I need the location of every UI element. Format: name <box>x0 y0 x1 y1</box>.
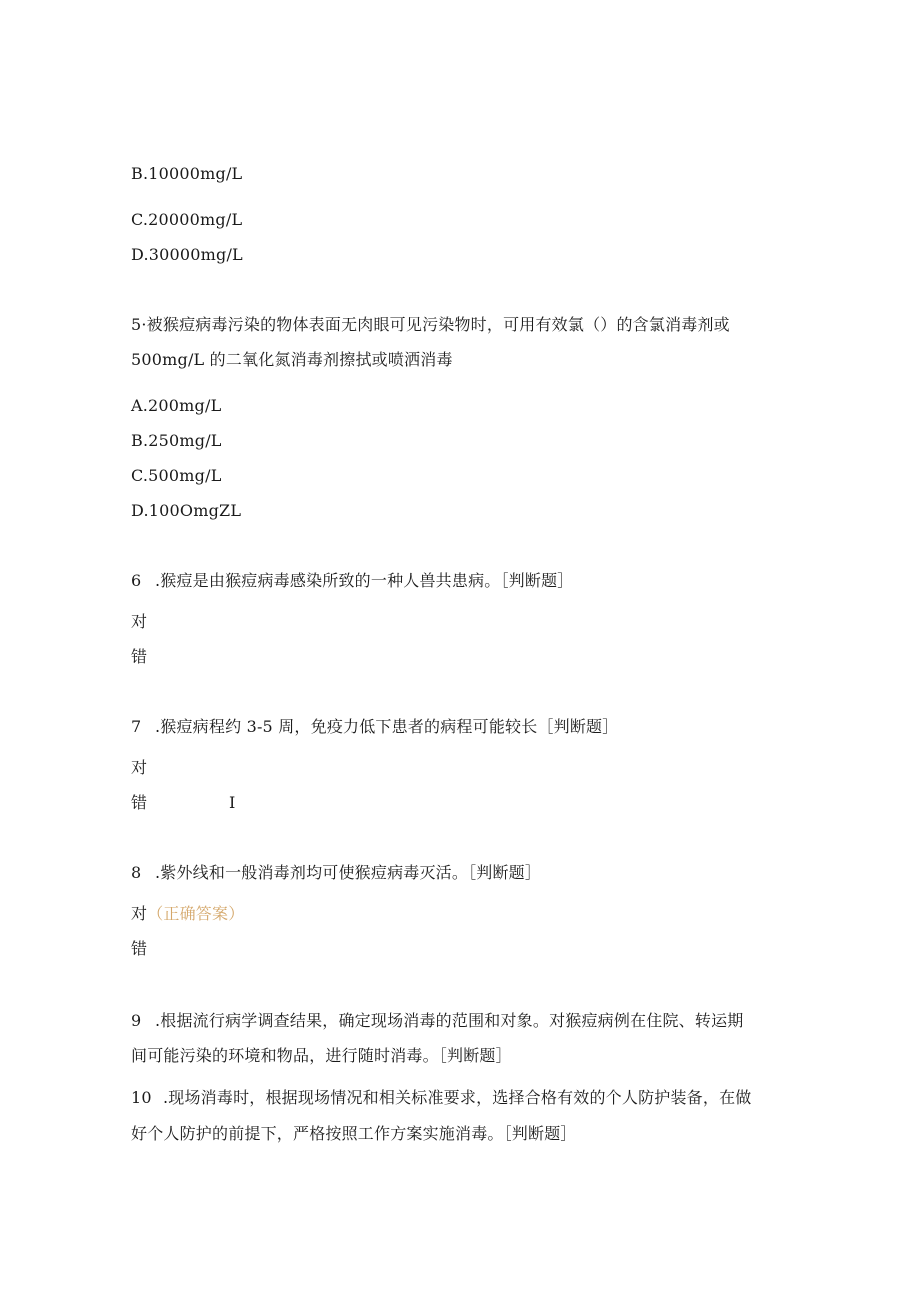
q8-number: 8 <box>131 863 142 882</box>
q8-option-true <box>131 904 244 924</box>
q8-option-false: 错 <box>131 939 148 958</box>
q9-text-line2: 间可能污染的环境和物品，进行随时消毒。［判断题］ <box>131 1046 512 1065</box>
q4-option-b: B.10000mg/L <box>131 164 243 183</box>
q10-text-line1: .现场消毒时，根据现场情况和相关标准要求，选择合格有效的个人防护装备，在做 <box>163 1088 752 1107</box>
q5-option-b: B.250mg/L <box>131 431 222 450</box>
q8-option-true-label: 对 <box>131 904 148 923</box>
q5-option-c: C.500mg/L <box>131 466 222 485</box>
q7-text: .猴痘病程约 3-5 周，免疫力低下患者的病程可能较长［判断题］ <box>155 717 619 736</box>
q4-option-c: C.20000mg/L <box>131 210 243 229</box>
q5-text-line2: 500mg/L 的二氧化氮消毒剂擦拭或喷洒消毒 <box>131 350 453 369</box>
q10-question-line1 <box>131 1088 752 1108</box>
q7-number: 7 <box>131 717 142 736</box>
q7-option-false: 错 <box>131 793 148 812</box>
q9-text-line1: .根据流行病学调查结果，确定现场消毒的范围和对象。对猴痘病例在住院、转运期 <box>155 1011 744 1030</box>
stray-cursor-mark: I <box>229 793 236 812</box>
q4-option-d: D.30000mg/L <box>131 245 243 264</box>
q10-text-line2: 好个人防护的前提下，严格按照工作方案实施消毒。［判断题］ <box>131 1124 577 1143</box>
q7-option-true: 对 <box>131 758 148 777</box>
q6-question <box>131 571 574 591</box>
q5-option-d: D.100OmgZL <box>131 501 242 520</box>
q5-option-a: A.200mg/L <box>131 396 222 415</box>
q8-question <box>131 863 541 883</box>
q6-option-false: 错 <box>131 647 148 666</box>
q7-question <box>131 717 618 737</box>
q10-number: 10 <box>131 1088 152 1107</box>
q9-question-line1 <box>131 1011 744 1031</box>
q6-number: 6 <box>131 571 142 590</box>
q8-text: .紫外线和一般消毒剂均可使猴痘病毒灭活。［判断题］ <box>155 863 542 882</box>
q5-text-line1: 5·被猴痘病毒污染的物体表面无肉眼可见污染物时，可用有效氯（）的含氯消毒剂或 <box>131 315 730 334</box>
q9-number: 9 <box>131 1011 142 1030</box>
correct-answer-label: （正确答案） <box>147 904 245 923</box>
q6-option-true: 对 <box>131 612 148 631</box>
q6-text: .猴痘是由猴痘病毒感染所致的一种人兽共患病。［判断题］ <box>155 571 574 590</box>
